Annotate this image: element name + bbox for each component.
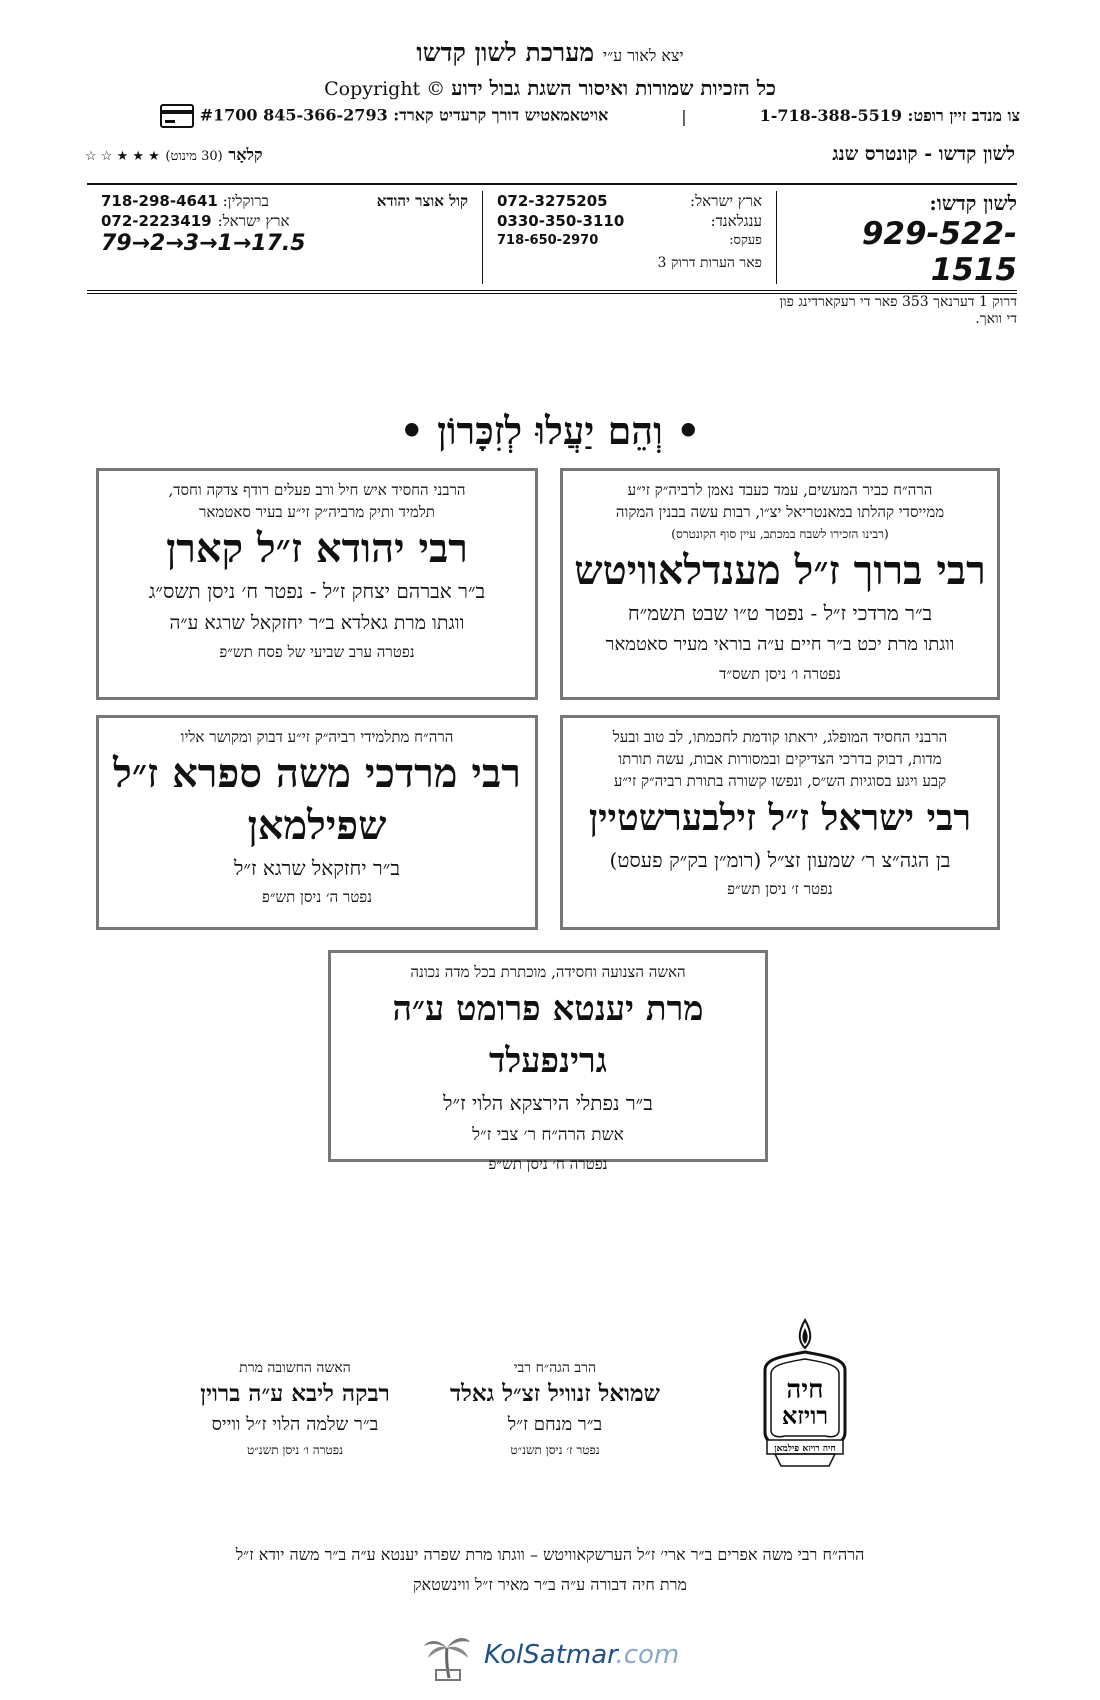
info-column-international	[482, 191, 777, 284]
memorial-wife: ווגתו מרת גאלדא ב״ר יחזקאל שרגא ע״ה	[169, 612, 465, 634]
publisher-line	[0, 38, 1100, 68]
memorial-text: האשה הצנועה וחסידה, מוכתרת בכל מדה נכונה	[410, 963, 686, 981]
brand-name: KolSatmar	[484, 1640, 616, 1670]
memorial-box-grunfeld	[328, 950, 768, 1173]
logo-caption: חיה רויזא פילמאן	[774, 1444, 836, 1454]
memorial-text: האשה החשובה מרת	[239, 1360, 351, 1376]
memorial-box-silberstein	[560, 715, 1000, 930]
kolsatmar-brand[interactable]	[420, 1628, 679, 1682]
info-column-main	[777, 191, 1017, 327]
memorial-text: הרבני החסיד איש חיל ורב פעלים רודף צדקה וחסד,	[168, 481, 466, 499]
copyright-line	[0, 76, 1100, 101]
copyright-text: Copyright ©	[324, 78, 446, 100]
chaya-roiza-logo	[745, 1312, 865, 1472]
phone-row	[497, 231, 762, 251]
memorial-husband: אשת הרה״ח ר׳ צבי ז״ל	[472, 1125, 624, 1145]
memorial-text: קבע ויגע בסוגיות הש״ס, ונפשו קשורה בתורת רביה״ק זי״ע	[613, 772, 947, 790]
publisher-name: מערכת לשון קדשו	[416, 38, 595, 67]
footer-dedication-line2: מרת חיה דבורה ע״ה ב״ר מאיר ז״ל ווינשטאק	[412, 1575, 688, 1594]
phone-row	[497, 191, 762, 211]
memorial-father: ב״ר מרדכי ז״ל - נפטר ט״ו שבט תשמ״ח	[627, 601, 933, 625]
memorial-box-spielman	[96, 715, 538, 930]
logo-line2: רויזא	[781, 1401, 829, 1430]
memorial-text: מדות, דבוק בדרכי הצדיקים ובמסורות אבות, עשה תורתו	[618, 750, 942, 768]
phone-label: ענגלאנד:	[710, 212, 762, 230]
memorial-father: ב״ר שלמה הלוי ז״ל ווייס	[211, 1414, 379, 1435]
phone-label: ברוקלין:	[222, 192, 269, 210]
memorial-father: ב״ר אברהם יצחק ז״ל - נפטר ח׳ ניסן תשס״ג	[148, 579, 486, 603]
donation-phone[interactable]: צו מנדב זיין רופט: 1-718-388-5519	[759, 106, 1020, 125]
memorial-date: נפטרה ח׳ ניסן תש״פ	[488, 1155, 608, 1173]
memorial-father: בן הגה״צ ר׳ שמעון זצ״ל (רומ״ן בק״ק פעסט)	[609, 848, 951, 872]
phone-label: פעקס:	[729, 233, 762, 248]
main-hotline-instructions: דרוק 1 דערנאך 353 פאר די רעקארדינג פון די וואך.	[779, 294, 1017, 327]
phone-label: ארץ ישראל:	[217, 212, 290, 230]
memorial-surname: שפילמאן	[247, 802, 387, 849]
memorial-date: נפטר ה׳ ניסן תש״פ	[261, 888, 373, 906]
memorial-title: • וְהֵם יַעֲלוּ לְזִכָּרוֹן •	[399, 408, 701, 453]
phone-number[interactable]: 718-650-2970	[497, 233, 599, 248]
subheader	[85, 143, 1015, 166]
memorial-box-karen	[96, 468, 538, 700]
memorial-date: נפטרה ערב שביעי של פסח תש״פ	[219, 643, 415, 661]
memorial-name: רבקה ליבא ע״ה ברוין	[200, 1380, 390, 1407]
info-column-kol-otzar	[87, 191, 482, 284]
phone-row	[497, 211, 762, 231]
memorial-name: מרת יענטא פרומט ע״ה גרינפעלד	[392, 989, 704, 1081]
memorial-text: הרה״ח כביר המעשים, עמד כעבד נאמן לרביה״ק זי״ע	[627, 481, 933, 499]
phone-number[interactable]: 072-2223419	[101, 212, 212, 230]
phone-number[interactable]: 718-298-4641	[101, 192, 218, 210]
candle-icon	[745, 1312, 865, 1472]
memorial-text: ממייסדי קהלתו במאנטריאל יצ״ו, רבות עשה בבנין המקוה	[615, 503, 945, 521]
memorial-text: הרב הגה״ח רבי	[513, 1360, 597, 1376]
memorial-father: ב״ר יחזקאל שרגא ז״ל	[234, 856, 400, 880]
clarity-label: קלאָר	[228, 144, 263, 164]
comments-instruction: פאר הערות דרוק 3	[657, 255, 762, 271]
donation-separator: |	[681, 106, 687, 126]
phone-info-box	[87, 183, 1017, 327]
memorial-text: הרה״ח מתלמידי רביה״ק זי״ע דבוק ומקושר אליו	[180, 728, 454, 746]
memorial-wife: ווגתו מרת יכט ב״ר חיים ע״ה בוראי מעיר סאטמאר	[605, 634, 955, 655]
clarity-rating	[85, 145, 263, 165]
main-hotline-number[interactable]: 929-522-1515	[861, 216, 1017, 288]
donation-card-text: אויטאמאטיש דורך קרעדיט קארד: 845-366-2793 #1700	[199, 105, 609, 125]
memorial-father: ב״ר מנחם ז״ל	[507, 1414, 603, 1435]
memorial-name: רבי מרדכי משה ספרא ז״ל	[113, 750, 521, 797]
memorial-name: רבי ברוך ז״ל מענדלאוויטש	[574, 547, 986, 594]
memorial-name: רבי יהודא ז״ל קארן	[166, 525, 468, 572]
phone-number[interactable]: 072-3275205	[497, 192, 608, 210]
memorial-date: נפטר ז׳ ניסן תשנ״ט	[510, 1443, 600, 1457]
publisher-prefix: יצא לאור ע״י	[602, 46, 684, 65]
credit-card-icon	[160, 104, 194, 128]
menu-sequence: 79→2→3→1→17.5	[101, 231, 306, 256]
phone-row	[101, 211, 468, 231]
memorial-text: הרבני החסיד המופלג, יראתו קודמת לחכמתו, לב טוב ובעל	[612, 728, 948, 746]
memorial-date: נפטרה ו׳ ניסן תשנ״ט	[247, 1443, 343, 1457]
memorial-note: (רבינו הזכירו לשבח במכתב, עיין סוף הקונטרס)	[671, 527, 889, 541]
palm-tree-icon	[420, 1628, 474, 1682]
memorial-date: נפטר ז׳ ניסן תש״פ	[727, 880, 833, 898]
rights-reserved-text: כל הזכיות שמורות ואיסור השגת גבול ידוע	[451, 76, 776, 100]
phone-row	[101, 191, 468, 211]
memorial-date: נפטרה ו׳ ניסן תשס״ד	[719, 665, 841, 683]
donation-line	[160, 104, 1020, 128]
phone-label: ארץ ישראל:	[690, 192, 762, 210]
memorial-name: שמואל זנוויל זצ״ל גאלד	[450, 1380, 660, 1407]
memorial-name: רבי ישראל ז״ל זילבערשטיין	[588, 797, 972, 839]
kol-otzar-title: קול אוצר יהודא	[376, 192, 468, 210]
memorial-father: ב״ר נפתלי הירצקא הלוי ז״ל	[443, 1091, 653, 1115]
memorial-box-mendlowitz	[560, 468, 1000, 700]
memorial-text: תלמיד ותיק מרביה״ק זי״ע בעיר סאטמאר	[199, 503, 435, 521]
booklet-title: לשון קדשו - קונטרס שנג	[832, 143, 1015, 165]
main-hotline-label: לשון קדשו:	[929, 191, 1017, 215]
bottom-memorial-brown	[185, 1360, 405, 1461]
brand-tld: .com	[615, 1640, 680, 1670]
rating-stars: ★ ★ ★ ☆ ☆	[85, 148, 160, 164]
bottom-memorial-gold	[445, 1360, 665, 1461]
logo-line1: חיה	[786, 1375, 824, 1405]
footer-dedication-line1: הרה״ח רבי משה אפרים ב״ר ארי׳ ז״ל הערשקאוויטש – ווגתו מרת שפרה יענטא ע״ה ב״ר משה יודא ז״ל	[235, 1545, 865, 1564]
donation-credit-card[interactable]	[160, 104, 608, 128]
clarity-minutes: (30 מינוט)	[165, 148, 223, 164]
phone-number[interactable]: 0330-350-3110	[497, 212, 625, 230]
